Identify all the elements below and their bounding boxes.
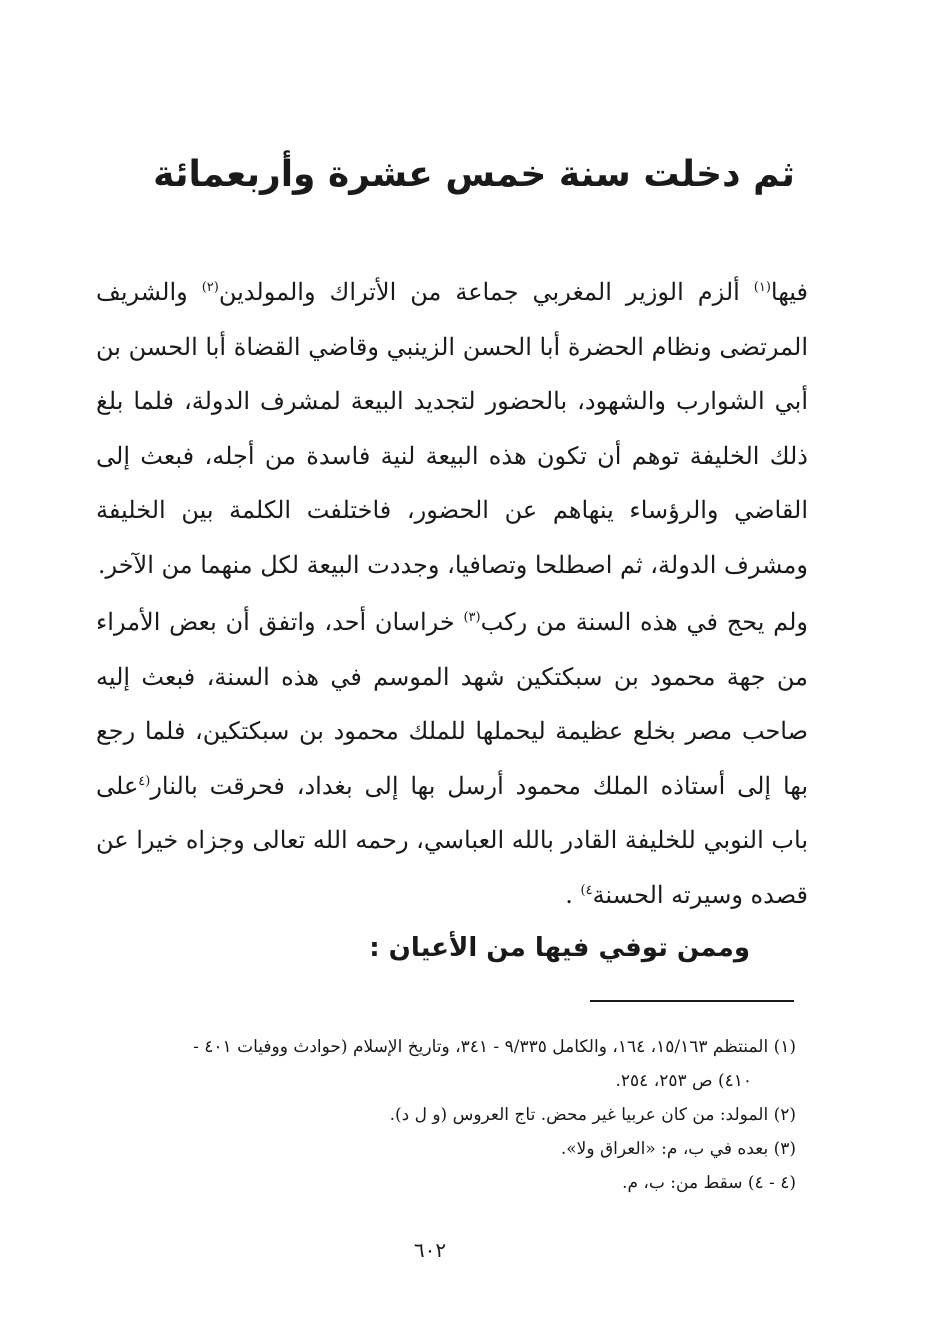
paragraph-text-mid: ألزم الوزير المغربي جماعة من الأتراك والمولدين <box>218 278 754 306</box>
paragraph-text-rest: على باب النوبي للخليفة القادر بالله العباسي، رحمه الله تعالى وجزاه خيرا عن قصده وسيرته الحسنة <box>96 771 809 909</box>
footnote-3: (٣) بعده في ب، م: «العراق ولا». <box>560 1139 796 1159</box>
page-title: ثم دخلت سنة خمس عشرة وأربعمائة <box>153 154 795 195</box>
footnote-1-line-1: (١) المنتظم ١٥/١٦٣، ١٦٤، والكامل ٩/٣٣٥ - ٣٤١، وتاريخ الإسلام (حوادث ووفيات ٤٠١ - <box>193 1037 796 1057</box>
footnote-ref-3[interactable]: (٣) <box>463 610 481 625</box>
footnotes-list <box>96 1030 796 1200</box>
paragraph-events <box>96 265 808 592</box>
section-heading-notables: وممن توفي فيها من الأعيان : <box>369 933 750 963</box>
footnote-divider <box>590 1000 794 1002</box>
footnote-4: (٤ - ٤) سقط من: ب، م. <box>622 1173 796 1193</box>
footnote-ref-1[interactable]: (١) <box>753 280 771 295</box>
footnote-1 <box>96 1030 796 1098</box>
footnote-ref-4-end[interactable]: ٤) <box>580 882 593 898</box>
paragraph-text-rest: والشريف المرتضى ونظام الحضرة أبا الحسن الزينبي وقاضي القضاة أبا الحسن بن أبي الشوارب والشهود، بالحضور لتجديد البيعة لمشرف الدولة، فلما بلغ ذلك الخليفة توهم أن تكون هذه البيعة لنية فاسدة من أجله، فبعث إلى القاضي والرؤساء ينهاهم عن الحضور، فاختلفت الكلمة بين الخليفة ومشرف الدولة، ثم اصطلحا وتصافيا، وجددت البيعة لكل منهما من الآخر. <box>96 278 808 579</box>
footnote-ref-4-start[interactable]: (٤ <box>138 773 151 789</box>
footnote-ref-2[interactable]: (٢) <box>201 280 219 295</box>
paragraph-text-start: ولم يحج في هذه السنة من ركب <box>480 608 808 636</box>
paragraph-text-end: . <box>565 880 581 909</box>
paragraph-pilgrimage <box>96 595 808 922</box>
page-number: ٦٠٢ <box>413 1238 447 1262</box>
paragraph-text-start: فيها <box>770 278 808 306</box>
footnote-2: (٢) المولد: من كان عربيا غير محض. تاج العروس (و ل د). <box>389 1105 796 1125</box>
paragraph-text-mid: خراسان أحد، واتفق أن بعض الأمراء من جهة محمود بن سبكتكين شهد الموسم في هذه السنة، فبعث إليه صاحب مصر بخلع عظيمة ليحملها للملك محمود بن سبكتكين، فلما رجع بها إلى أستاذه الملك محمود أرسل بها إلى بغداد، فحرقت بالنار <box>96 608 808 800</box>
footnote-1-line-2: ٤١٠) ص ٢٥٣، ٢٥٤. <box>615 1071 752 1091</box>
